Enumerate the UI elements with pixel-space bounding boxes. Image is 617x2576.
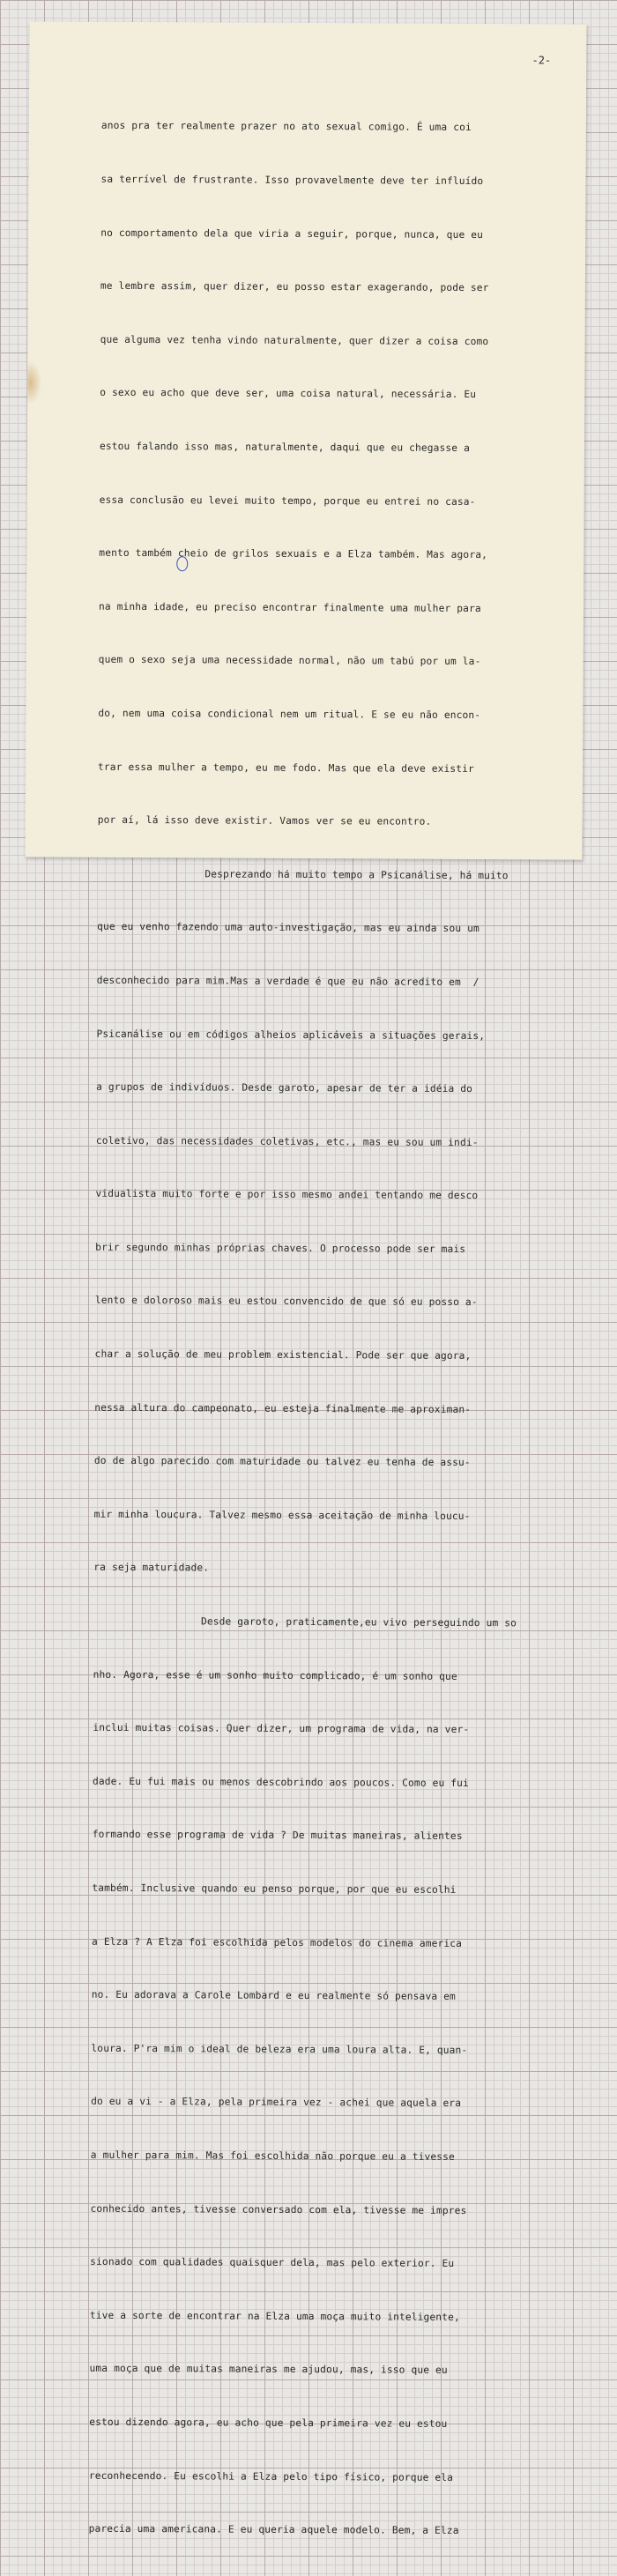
text-line: tive a sorte de encontrar na Elza uma moça muito inteligente, <box>89 2309 460 2323</box>
paragraph-start-line: Desde garoto, praticamente,eu vivo perseguindo um so <box>200 1615 517 1629</box>
text-line: na minha idade, eu preciso encontrar finalmente uma mulher para <box>98 600 481 614</box>
text-line: brir segundo minhas próprias chaves. O processo pode ser mais <box>95 1241 466 1255</box>
text-line: inclui muitas coisas. Quer dizer, um programa de vida, na ver- <box>93 1721 470 1736</box>
body-text <box>88 82 560 2576</box>
text-line: ra seja maturidade. <box>93 1562 210 1574</box>
text-line: trar essa mulher a tempo, eu me fodo. Mas que ela deve existir <box>98 761 474 775</box>
text-line: desconhecido para mim.Mas a verdade é que eu não acredito em / <box>96 974 479 988</box>
text-line: que eu venho fazendo uma auto-investigação, mas eu ainda sou um <box>97 921 479 935</box>
text-line: char a solução de meu problem existencial. Pode ser que agora, <box>94 1347 472 1362</box>
handwritten-circle-mark <box>176 556 188 571</box>
typewritten-page <box>26 21 587 2537</box>
paragraph-start-line: Desprezando há muito tempo a Psicanálise, há muito <box>204 868 509 881</box>
text-line: formando esse programa de vida ? De muitas maneiras, alientes <box>92 1829 463 1843</box>
text-line: nho. Agora, esse é um sonho muito complicado, é um sonho que <box>93 1668 457 1682</box>
text-line: do de algo parecido com maturidade ou talvez eu tenha de assu- <box>93 1455 471 1469</box>
text-line: no comportamento dela que viria a seguir, porque, nunca, que eu <box>100 226 484 241</box>
text-line: por aí, lá isso deve existir. Vamos ver se eu encontro. <box>97 813 432 828</box>
text-line: essa conclusão eu levei muito tempo, porque eu entrei no casa- <box>99 494 476 508</box>
text-line: no. Eu adorava a Carole Lombard e eu realmente só pensava em <box>91 1988 456 2003</box>
text-line: uma moça que de muitas maneiras me ajudou, mas, isso que eu <box>89 2363 448 2377</box>
text-line: Psicanálise ou em códigos alheios aplicáveis a situações gerais, <box>96 1028 486 1042</box>
text-line: o sexo eu acho que deve ser, uma coisa natural, necessária. Eu <box>100 387 477 401</box>
text-line: coletivo, das necessidades coletivas, etc., mas eu sou um indi- <box>95 1134 479 1148</box>
text-line: parecia uma americana. E eu queria aquele modelo. Bem, a Elza <box>88 2522 459 2537</box>
text-line: nessa altura do campeonato, eu esteja finalmente me aproximan- <box>94 1401 472 1415</box>
text-line: dade. Eu fui mais ou menos descobrindo aos poucos. Como eu fui <box>92 1775 469 1789</box>
text-line: conhecido antes, tivesse conversado com ela, tivesse me impres <box>90 2202 467 2216</box>
text-line: sionado com qualidades quaisquer dela, mas pelo exterior. Eu <box>90 2255 455 2270</box>
text-line: vidualista muito forte e por isso mesmo andei tentando me desco <box>95 1188 479 1202</box>
text-line: loura. P'ra mim o ideal de beleza era uma loura alta. E, quan- <box>91 2042 468 2056</box>
paper-stain <box>27 360 41 405</box>
text-line: estou falando isso mas, naturalmente, daqui que eu chegasse a <box>99 440 471 454</box>
text-line: anos pra ter realmente prazer no ato sexual comigo. É uma coi <box>100 120 472 134</box>
text-line: quem o sexo seja uma necessidade normal, não um tabú por um la- <box>98 654 481 668</box>
text-line: a Elza ? A Elza foi escolhida pelos modelos do cinema america <box>92 1935 463 1949</box>
text-line: estou dizendo agora, eu acho que pela primeira vez eu estou <box>89 2416 448 2430</box>
text-line: do, nem uma coisa condicional nem um ritual. E se eu não encon- <box>98 707 481 721</box>
text-line: mir minha loucura. Talvez mesmo essa aceitação de minha loucu- <box>93 1508 471 1522</box>
text-line: sa terrível de frustrante. Isso provavelmente deve ter influído <box>100 173 484 188</box>
text-line: me lembre assim, quer dizer, eu posso estar exagerando, pode ser <box>100 279 489 294</box>
text-line: lento e doloroso mais eu estou convencido de que só eu posso a- <box>94 1295 478 1309</box>
text-line: também. Inclusive quando eu penso porque, por que eu escolhi <box>92 1882 457 1896</box>
page-number: -2- <box>532 54 552 67</box>
text-line: reconhecendo. Eu escolhi a Elza pelo tipo físico, porque ela <box>88 2469 454 2483</box>
text-line: a mulher para mim. Mas foi escolhida não porque eu a tivesse <box>90 2149 455 2163</box>
text-line: a grupos de indivíduos. Desde garoto, apesar de ter a idéia do <box>96 1080 473 1095</box>
text-line: do eu a vi - a Elza, pela primeira vez - achei que aquela era <box>91 2096 462 2110</box>
text-line: mento também cheio de grilos sexuais e a Elza também. Mas agora, <box>99 546 488 561</box>
text-line: que alguma vez tenha vindo naturalmente, quer dizer a coisa como <box>100 333 489 347</box>
